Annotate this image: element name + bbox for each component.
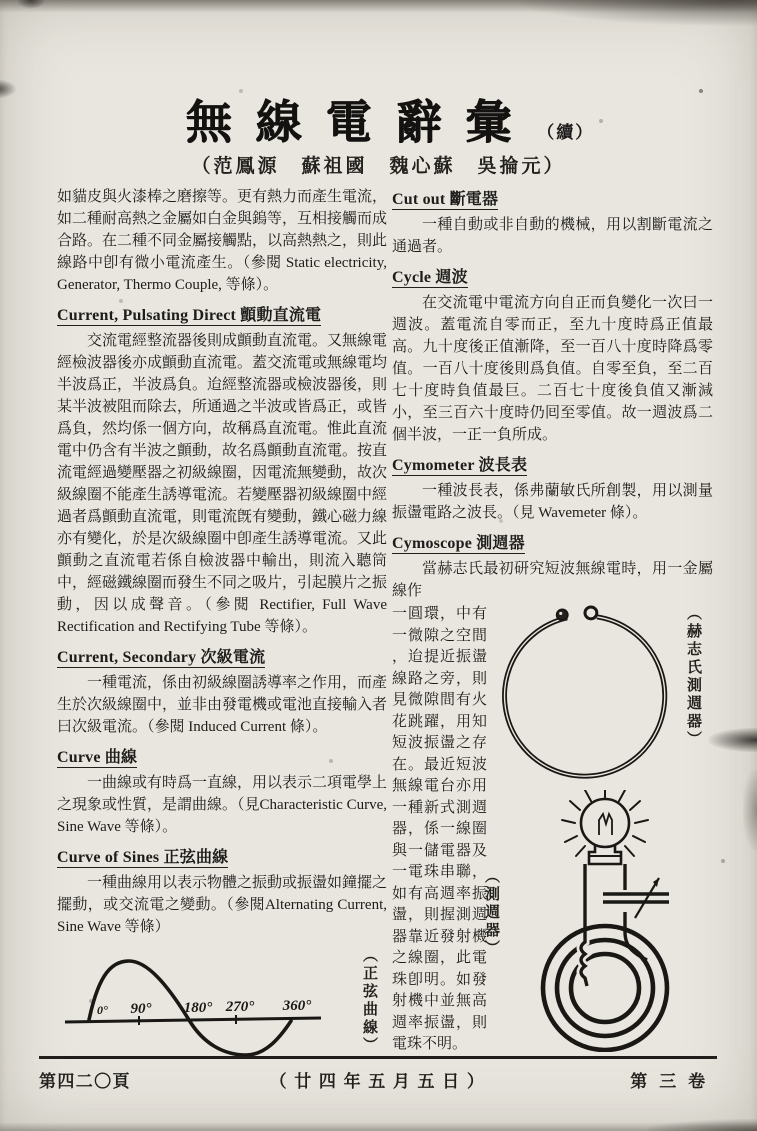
entry-body-cymoscope-narrow: 一圓環，中有一微隙之空間，迨提近振盪線路之旁，則見微隙間有火花跳躍，用知短波振盪之存在。最近短波無線電台亦用一種新式測週器，係一線圈與一儲電器及一電珠串聯，如有高週率振盪，則握測週器靠近發射機之線圈，此電珠卽明。如發射機中並無高週率振盪，則電珠不明。 xyxy=(392,606,487,1052)
coil-bulb-figure xyxy=(483,790,713,1052)
sine-label-360: 360° xyxy=(282,998,312,1014)
entry-term-current-pulsating-direct: Current, Pulsating Direct 顫動直流電 xyxy=(57,307,322,324)
scan-mark-top-left xyxy=(16,0,46,9)
page-title: 無線電辭彙 xyxy=(185,97,536,148)
entry-body-cymometer: 一種波長表，係弗蘭敏氏所創製，用以測量振盪電路之波長。（見 Wavemeter 條）。 xyxy=(392,483,713,521)
page-footer xyxy=(39,1056,717,1092)
cymoscope-text-figure-block xyxy=(392,604,713,1056)
sine-wave-drawing xyxy=(57,944,357,1062)
bulb-filament xyxy=(599,814,612,835)
intro-paragraph: 如貓皮與火漆棒之磨擦等。更有熱力而產生電流，如二種耐高熱之金屬如白金與鎢等，互相接觸而成合路。在二種不同金屬接觸點，以高熱熱之，則此線路中卽有微小電流產生。（參閱 Static electricity, Generator, Thermo Couple, 等條）。 xyxy=(57,189,388,293)
sine-label-0: 0° xyxy=(97,1003,108,1017)
scan-edge-bottom xyxy=(0,1122,757,1131)
sine-label-90: 90° xyxy=(130,1001,152,1017)
entry-term-curve-of-sines: Curve of Sines 正弦曲線 xyxy=(57,849,229,866)
scan-streak-right-2 xyxy=(743,770,757,850)
sine-label-180: 180° xyxy=(183,1000,213,1016)
sine-wave-figure xyxy=(57,944,387,1062)
entry-term-cymoscope: Cymoscope 測週器 xyxy=(392,535,525,552)
left-column xyxy=(57,186,387,1062)
hertz-ring-figure xyxy=(487,604,713,786)
hertz-ring-caption: （赫志氏測週器） xyxy=(685,605,701,749)
scan-edge-top xyxy=(0,0,757,15)
cymoscope-figures xyxy=(483,604,713,1056)
scan-mark-bottom-right xyxy=(647,1119,757,1131)
coil-figure-caption: （測週器） xyxy=(483,868,499,958)
entry-body-cut-out: 一種自動或非自動的機械，用以割斷電流之通過者。 xyxy=(392,217,713,255)
sine-figure-caption: （正弦曲線） xyxy=(361,947,377,1055)
authors-line: （范鳳源 蘇祖國 魏心蘇 吳掄元） xyxy=(191,156,566,177)
footer-date: （廿四年五月五日） xyxy=(269,1072,492,1091)
coil-bulb-drawing xyxy=(507,790,705,1052)
entry-body-curve: 一曲線或有時爲一直線，用以表示二項電學上之現象或性質，是謂曲線。（見Characteristic Curve, Sine Wave 等條）。 xyxy=(57,775,388,835)
hertz-ring-drawing xyxy=(491,604,677,786)
scan-speckles xyxy=(0,0,2,2)
entry-term-cycle: Cycle 週波 xyxy=(392,269,468,286)
entry-term-curve: Curve 曲線 xyxy=(57,749,138,766)
entry-body-current-pulsating-direct: 交流電經整流器後則成顫動直流電。又無線電經檢波器後亦成顫動直流電。蓋交流電或無線電均半波爲正，半波爲負。迨經整流器或檢波器後，則某半波被阻而除去，所通過之半波或皆爲正，或皆爲負，然均係一個方向，故稱爲直流電。惟此直流電中仍含有半波之顫動，故名爲顫動直流電。按直流電經過變壓器之初級線圈，因電流無變動，故次級線圈不能產生誘導電流。若變壓器初級線圈中經過者爲顫動直流電，則電流旣有變動，鐵心磁力線亦有變化，於是次級線圈中卽產生誘導電流。又此顫動之直流電若係自檢波器中輸出，則流入聽筒中，經磁鐵線圈而發生不同之吸片，引起膜片之振動，因以成聲音。（參閱 Rectifier, Full Wave Rectification and Rectifying Tube 等條）。 xyxy=(57,333,388,635)
scan-smudge-top-right xyxy=(517,0,757,26)
footer-page-number: 第四二〇頁 xyxy=(39,1072,131,1091)
entry-body-curve-of-sines: 一種曲線用以表示物體之振動或振盪如鐘擺之擺動，或交流電之變動。（參閱Alternating Current, Sine Wave 等條） xyxy=(57,875,388,935)
entry-body-current-secondary: 一種電流，係由初級線圈誘導率之作用，而產生於次級線圈中，並非由發電機或電池直接輸入者曰次級電流。（參閱 Induced Current 條）。 xyxy=(57,675,388,735)
right-column xyxy=(392,186,713,1056)
title-continued-mark: （續） xyxy=(537,123,595,142)
entry-term-cut-out: Cut out 斷電器 xyxy=(392,191,499,208)
entry-term-current-secondary: Current, Secondary 次級電流 xyxy=(57,649,266,666)
entry-term-cymometer: Cymometer 波長表 xyxy=(392,457,528,474)
scan-streak-right xyxy=(709,728,757,752)
entry-body-cycle: 在交流電中電流方向自正而負變化一次曰一週波。蓋電流自零而正，至九十度時爲正值最高。九十度後正值漸降，至一百八十度時降爲零值。一百八十度後則爲負值。自零至負，至二百七十度時負值最巨。二百七十度後負值又漸減小，至三百六十度時仍囘至零值。故一週波爲二個半波，一正一負所成。 xyxy=(392,295,713,443)
sine-label-270: 270° xyxy=(225,999,255,1015)
footer-volume: 第三卷 xyxy=(630,1072,717,1091)
entry-body-cymoscope-lead: 當赫志氏最初研究短波無線電時，用一金屬線作 xyxy=(392,561,713,599)
